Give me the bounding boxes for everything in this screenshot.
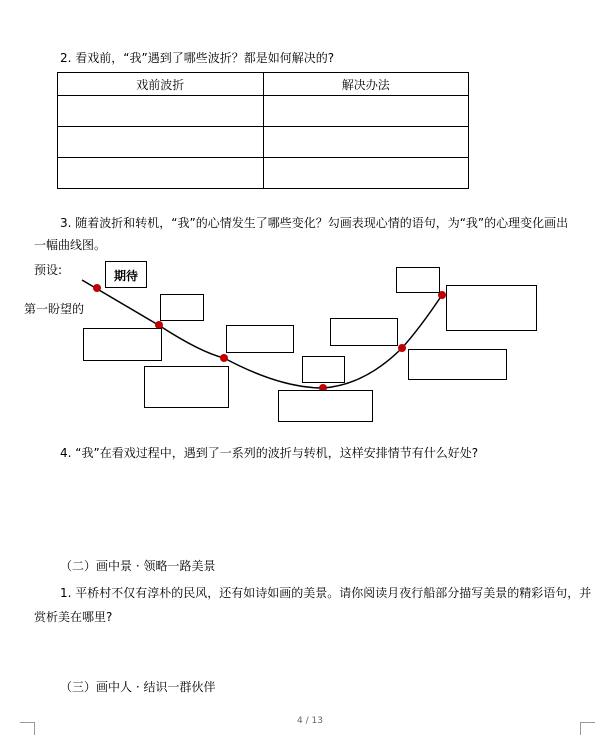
- section-2-heading: （二）画中景 · 领略一路美景: [60, 559, 216, 573]
- question-4-text: 4. “我”在看戏过程中，遇到了一系列的波折与转机，这样安排情节有什么好处?: [60, 446, 479, 460]
- answer-box[interactable]: [83, 328, 162, 361]
- question-2-text: 2. 看戏前，“我”遇到了哪些波折？都是如何解决的?: [60, 51, 335, 65]
- answer-box[interactable]: [160, 294, 204, 321]
- section-3-heading: （三）画中人 · 结识一群伙伴: [60, 680, 216, 694]
- answer-box[interactable]: [226, 325, 294, 353]
- expect-label: 期待: [113, 269, 138, 283]
- section-2-question-1-line-2: 赏析美在哪里?: [34, 610, 113, 624]
- crop-mark: [580, 722, 595, 735]
- answer-box[interactable]: [446, 285, 537, 331]
- answer-box[interactable]: [278, 390, 373, 422]
- answer-box[interactable]: [396, 267, 440, 293]
- mood-point: [93, 284, 101, 292]
- expect-box: [105, 261, 147, 288]
- mood-point: [220, 354, 228, 362]
- answer-box[interactable]: [408, 349, 507, 380]
- table-header-solutions: 解决办法: [263, 73, 469, 96]
- question-3-line-2: 一幅曲线图。: [34, 238, 107, 252]
- answer-box[interactable]: [144, 366, 229, 408]
- mood-point: [398, 344, 406, 352]
- page-number: 4 / 13: [297, 716, 323, 726]
- section-2-question-1-line-1: 1. 平桥村不仅有淳朴的民风，还有如诗如画的美景。请你阅读月夜行船部分描写美景的精彩语句，并: [60, 586, 592, 600]
- first-hope-label: 第一盼望的: [24, 302, 85, 316]
- table-header-obstacles: 戏前波折: [58, 73, 264, 96]
- preset-label: 预设:: [34, 263, 63, 277]
- answer-box[interactable]: [302, 356, 345, 383]
- question-3-line-1: 3. 随着波折和转机，“我”的心情发生了哪些变化？勾画表现心情的语句，为“我”的心理变化画出: [60, 216, 569, 230]
- answer-box[interactable]: [330, 318, 398, 346]
- crop-mark: [20, 722, 35, 735]
